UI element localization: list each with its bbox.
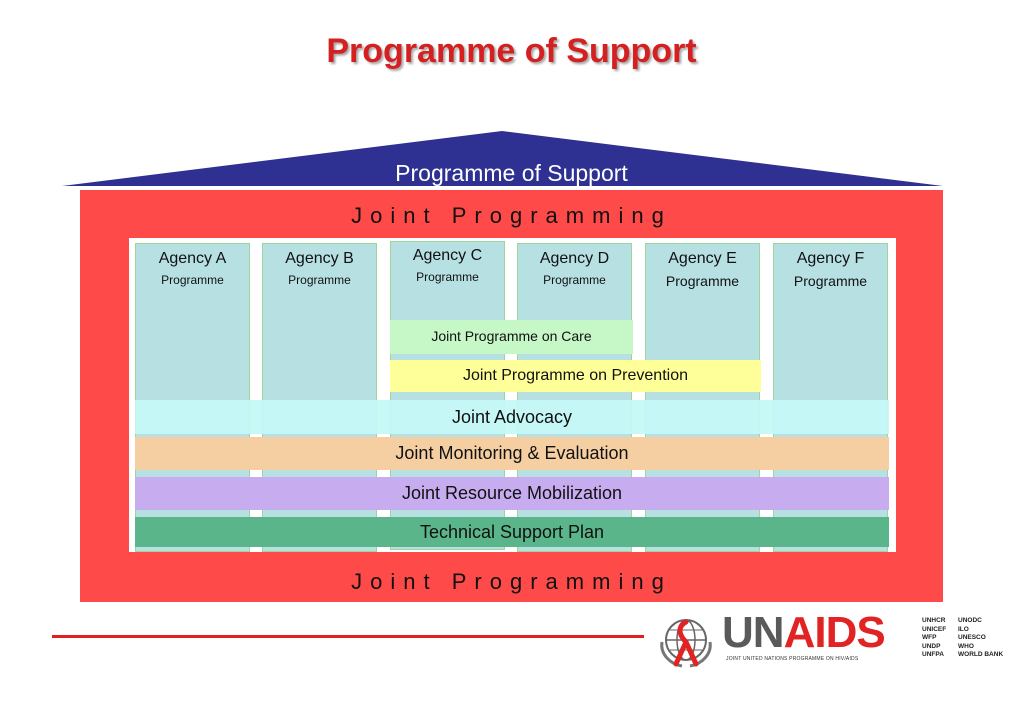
joint-monitoring-evaluation-band: Joint Monitoring & Evaluation	[135, 437, 889, 470]
cosponsor-item: UNFPA	[922, 651, 944, 659]
cosponsor-item: WORLD BANK	[958, 651, 1004, 659]
cosponsor-item: WHO	[958, 642, 974, 650]
cosponsor-item: UNODC	[958, 617, 982, 624]
unaids-logo	[656, 608, 1006, 668]
agency-f-name: Agency F	[796, 250, 865, 267]
technical-support-plan-band: Technical Support Plan	[135, 517, 889, 547]
joint-programming-top-label: Joint Programming	[351, 203, 672, 228]
joint-programming-bottom-label: Joint Programming	[351, 569, 672, 594]
roof-label: Programme of Support	[395, 160, 628, 186]
cosponsor-item: WFP	[922, 634, 937, 642]
page-title: Programme of Support	[326, 32, 697, 70]
joint-resource-mobilization-band: Joint Resource Mobilization	[135, 477, 889, 510]
footer-divider	[52, 635, 644, 638]
agency-d-sub: Programme	[543, 273, 606, 287]
joint-advocacy-band: Joint Advocacy	[135, 400, 889, 434]
cosponsor-item: UNESCO	[958, 634, 986, 642]
cosponsors-right	[958, 617, 1003, 660]
cosponsor-item: UNDP	[922, 642, 941, 650]
cosponsor-item: ILO	[958, 625, 969, 633]
un-emblem-icon	[656, 612, 718, 668]
agency-e-name: Agency E	[668, 250, 737, 267]
agency-a-sub: Programme	[161, 273, 224, 287]
agency-d-name: Agency D	[539, 250, 610, 267]
agency-e-sub: Programme	[665, 273, 740, 289]
joint-programme-prevention-band: Joint Programme on Prevention	[390, 360, 761, 392]
cosponsor-item: UNHCR	[922, 617, 946, 624]
agency-f-sub: Programme	[793, 273, 868, 289]
wordmark-aids: AIDS	[783, 608, 885, 657]
agency-a-name: Agency A	[158, 250, 227, 267]
agency-c-name: Agency C	[412, 247, 483, 264]
joint-programme-care-band: Joint Programme on Care	[390, 320, 633, 354]
unaids-tagline: JOINT UNITED NATIONS PROGRAMME ON HIV/AIDS	[726, 656, 859, 662]
cosponsors-left	[922, 617, 946, 660]
agency-c-sub: Programme	[416, 270, 479, 284]
agency-b-sub: Programme	[288, 273, 351, 287]
cosponsor-item: UNICEF	[922, 625, 947, 633]
agency-b-name: Agency B	[285, 250, 354, 267]
unaids-wordmark	[722, 608, 885, 658]
wordmark-un: UN	[722, 608, 784, 657]
